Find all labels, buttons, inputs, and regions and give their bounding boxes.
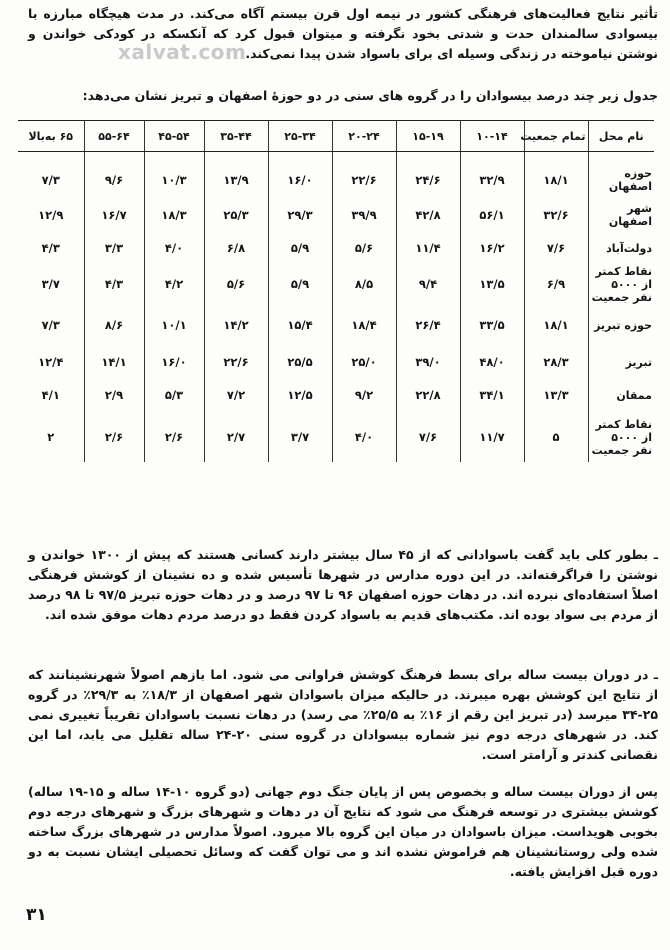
table-header-row <box>18 121 654 152</box>
header-age-65-plus: ۶۵ به‌بالا <box>18 121 84 152</box>
literacy-table <box>18 120 654 462</box>
table-cell: ۷/۳ <box>41 173 60 187</box>
table-cell: ۸/۶ <box>84 304 144 346</box>
paragraph-post-war: پس از دوران بیست ساله و بخصوص پس از پایان جنگ دوم جهانی (دو گروه ۱۰-۱۴ ساله و ۱۵-۱۹ ساله) کوشش بیشتری در توسعه فرهنگ می شود که نتایج آن در دهات و شهرهای بزرگ و شهرهای درجه دوم بخوبی هویداست. میزان باسوادان در میان این گروه بالا میرود. اصولاً مدارس در شهرهای بزرگ ساخته شده ولی روستانشینان هم فراموش نشده اند و می توان گفت که وسائل تحصیلی ایشان نسبت به دو دوره قبل افزایش یافته. <box>28 784 658 879</box>
table-cell: ۵/۶ <box>332 232 396 264</box>
table-cell: ۱۱/۴ <box>396 232 460 264</box>
table-row <box>18 198 654 232</box>
table-cell: ۵۶/۱ <box>460 198 524 232</box>
table-cell: ۲/۶ <box>144 412 204 462</box>
table-cell: ۳۳/۵ <box>460 304 524 346</box>
table-intro: جدول زیر چند درصد بیسوادان را در گروه های سنی در دو حوزهٔ اصفهان و تبریز نشان می‌دهد: <box>82 88 658 103</box>
table-cell-place: حوزه اصفهان <box>588 152 654 199</box>
header-age-15-19: ۱۵-۱۹ <box>396 121 460 152</box>
table-cell: ۱۸/۴ <box>332 304 396 346</box>
table-cell: ۱۶/۰ <box>144 346 204 378</box>
table-cell: ۴/۳ <box>41 241 60 255</box>
table-cell: ۳/۷ <box>268 412 332 462</box>
table-cell: ۴۸/۰ <box>460 346 524 378</box>
table-cell: ۵/۳ <box>144 378 204 412</box>
table-cell: ۳۹/۰ <box>396 346 460 378</box>
table-cell: ۹/۶ <box>84 152 144 199</box>
header-age-35-44: ۳۵-۴۴ <box>204 121 268 152</box>
table-cell: ۴۲/۸ <box>396 198 460 232</box>
table-cell: ۲۴/۶ <box>396 152 460 199</box>
table-cell: ۲۲/۶ <box>332 152 396 199</box>
table-cell: ۴/۳ <box>84 264 144 304</box>
table-cell: ۱۶/۲ <box>460 232 524 264</box>
table-row <box>18 304 654 346</box>
table-cell: ۲/۷ <box>204 412 268 462</box>
table-cell: ۴/۰ <box>332 412 396 462</box>
table-cell: ۱۸/۳ <box>144 198 204 232</box>
header-age-10-14: ۱۰-۱۴ <box>460 121 524 152</box>
table-cell-place: نقاط کمتر از ۵۰۰۰ نفر جمعیت <box>588 264 654 304</box>
table-cell: ۵ <box>524 412 588 462</box>
table-cell: ۶/۸ <box>204 232 268 264</box>
header-age-20-24: ۲۰-۲۴ <box>332 121 396 152</box>
header-total-population: تمام جمعیت <box>524 121 588 152</box>
table-row <box>18 346 654 378</box>
table-row <box>18 152 654 199</box>
table-cell: ۷/۲ <box>204 378 268 412</box>
table-row <box>18 412 654 462</box>
table-cell: ۲/۹ <box>84 378 144 412</box>
table-cell: ۱۰/۳ <box>144 152 204 199</box>
table-cell: ۱۸/۱ <box>524 152 588 199</box>
table-cell: ۵/۹ <box>268 232 332 264</box>
table-cell: ۳۲/۶ <box>524 198 588 232</box>
table-cell: ۱۳/۵ <box>460 264 524 304</box>
table-cell: ۱۰/۱ <box>144 304 204 346</box>
table-row <box>18 264 654 304</box>
table-cell: ۴/۲ <box>144 264 204 304</box>
table-cell: ۲۹/۳ <box>268 198 332 232</box>
table-cell: ۳۹/۹ <box>332 198 396 232</box>
table-cell: ۱۶/۰ <box>268 152 332 199</box>
table-cell: ۲۲/۶ <box>204 346 268 378</box>
paragraph-literacy-before-1300: ـ بطور کلی باید گفت باسوادانی که از ۴۵ سال بیشتر دارند کسانی هستند که پیش از ۱۳۰۰ خواندن و نوشتن را فراگرفته‌اند. در این دوره مدارس در شهرها تأسیس شده و ده نشینان از کوشش فرهنگی اصلاً استفاده‌ای نبرده اند. در دهات حوزه اصفهان ۹۶ تا ۹۷ درصد و در دهات حوزه تبریز ۹۷/۵ تا ۹۸ درصد از مردم بی سواد بوده اند. مکتب‌های قدیم به باسواد کردن فقط دو درصد مردم دهات موفق شده اند. <box>28 547 659 622</box>
table-cell-place: دولت‌آباد <box>588 232 654 264</box>
watermark: xalvat.com <box>118 40 247 64</box>
table-cell: ۳/۳ <box>84 232 144 264</box>
header-age-55-64: ۵۵-۶۴ <box>84 121 144 152</box>
table-cell: ۲۵/۰ <box>332 346 396 378</box>
table-cell-place: شهر اصفهان <box>588 198 654 232</box>
header-place-name: نام محل <box>588 121 654 152</box>
table-cell: ۸/۵ <box>332 264 396 304</box>
table-cell: ۴/۱ <box>41 388 60 402</box>
table-cell: ۳۴/۱ <box>460 378 524 412</box>
header-age-25-34: ۲۵-۳۴ <box>268 121 332 152</box>
table-cell: ۵/۶ <box>204 264 268 304</box>
table-cell: ۷/۳ <box>41 318 60 332</box>
table-cell: ۷/۶ <box>396 412 460 462</box>
table-cell: ۲ <box>47 430 55 444</box>
table-cell: ۲۸/۳ <box>524 346 588 378</box>
table-cell: ۱۱/۷ <box>460 412 524 462</box>
table-cell-place: حوزه تبریز <box>588 304 654 346</box>
table-cell: ۴/۰ <box>144 232 204 264</box>
table-cell: ۱۴/۱ <box>84 346 144 378</box>
table-cell: ۹/۲ <box>332 378 396 412</box>
table-cell-place: تبریز <box>588 346 654 378</box>
table-cell: ۱۲/۵ <box>268 378 332 412</box>
table-cell: ۶/۹ <box>524 264 588 304</box>
table-cell: ۱۶/۷ <box>84 198 144 232</box>
table-cell-place: ممقان <box>588 378 654 412</box>
table-cell: ۲۲/۸ <box>396 378 460 412</box>
table-cell: ۲۵/۳ <box>204 198 268 232</box>
table-cell: ۵/۹ <box>268 264 332 304</box>
table-cell: ۱۲/۹ <box>38 208 64 222</box>
table-cell: ۹/۴ <box>396 264 460 304</box>
table-cell: ۲۶/۴ <box>396 304 460 346</box>
page-number: ۳۱ <box>26 905 47 925</box>
table-cell: ۱۳/۳ <box>524 378 588 412</box>
table-cell: ۱۸/۱ <box>524 304 588 346</box>
header-age-45-54: ۴۵-۵۴ <box>144 121 204 152</box>
table-cell: ۳۲/۹ <box>460 152 524 199</box>
table-row <box>18 378 654 412</box>
table-row <box>18 232 654 264</box>
table-cell: ۱۵/۴ <box>268 304 332 346</box>
table-cell: ۱۳/۹ <box>204 152 268 199</box>
table-cell: ۲۵/۵ <box>268 346 332 378</box>
paragraph-twenty-year-period: ـ در دوران بیست ساله برای بسط فرهنگ کوشش فراوانی می شود. اما بازهم اصولاً شهرنشینانند که از نتایج این کوشش بهره میبرند. در حالیکه میزان باسوادان شهر اصفهان از ۱۸/۳٪ به ۲۹/۳٪ در گروه ۲۵-۳۴ میرسد (در تبریز این رقم از ۱۶٪ به ۲۵/۵٪ می رسد) در دهات نسبت باسوادان تقریباً تغییری نمی کند. در شهرهای درجه دوم نیز شماره بیسوادان در گروه سنی ۲۰-۲۴ ساله تقلیل می یابد، اما این نقصانی کندتر و آرامتر است. <box>28 667 659 762</box>
table-cell: ۱۲/۴ <box>38 355 64 369</box>
table-cell: ۳/۷ <box>41 277 60 291</box>
table-cell: ۱۴/۲ <box>204 304 268 346</box>
table-cell: ۷/۶ <box>524 232 588 264</box>
intro-paragraph: تأثیر نتایج فعالیت‌های فرهنگی کشور در نیمه اول قرن بیستم آگاه می‌کند. در مدت هیچگاه مبارزه با بیسوادی سالمندان حدت و شدتی بخود نگرفته و میتوان قبول کرد که آنکسکه در کودکی خواندن و نوشتن نیاموخته در زندگی وسیله ای برای باسواد شدن پیدا نمی‌کند. <box>28 6 658 61</box>
table-cell: ۲/۶ <box>84 412 144 462</box>
table-cell-place: نقاط کمتر از ۵۰۰۰ نفر جمعیت <box>588 412 654 462</box>
